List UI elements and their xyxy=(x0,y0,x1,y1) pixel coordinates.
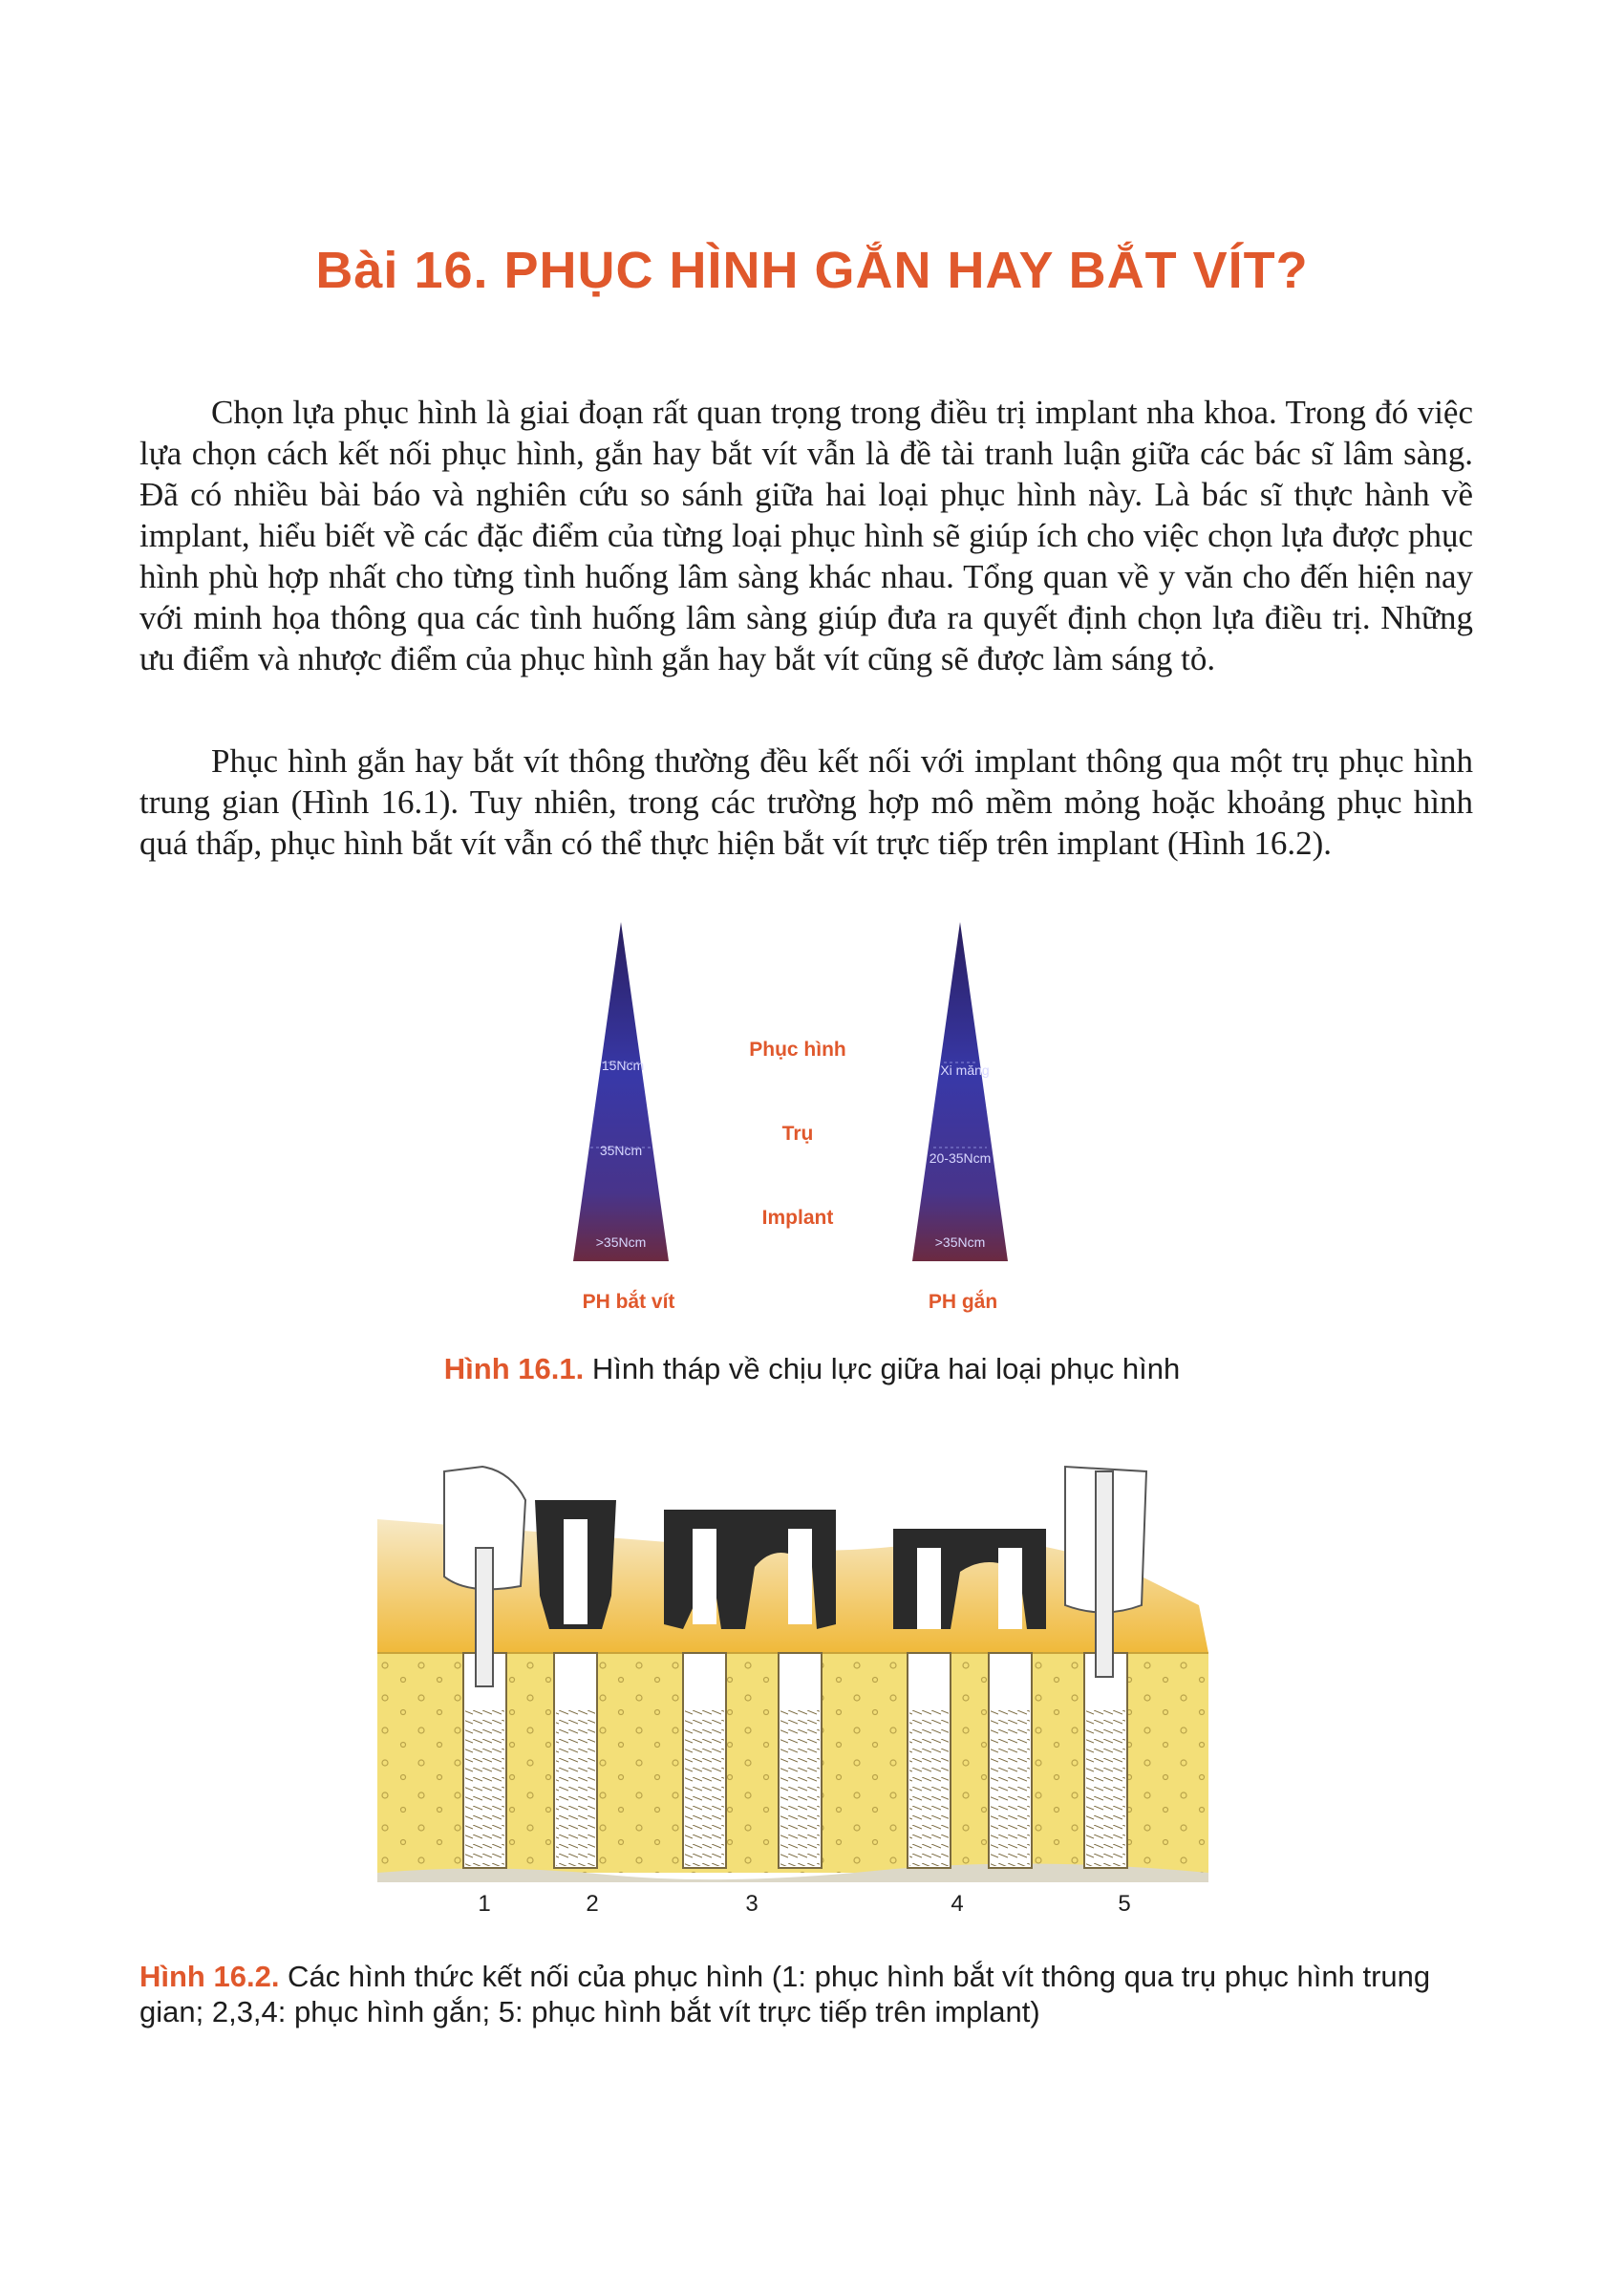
paragraph-connection: Phục hình gắn hay bắt vít thông thường đều kết nối với implant thông qua một trụ phục hình trung gian (Hình 16.1). Tuy nhiên, trong các trường hợp mô mềm mỏng hoặc khoảng phục hình quá thấp, phục hình bắt vít vẫn có thể thực hiện bắt vít trực tiếp trên implant (Hình 16.2). xyxy=(139,742,1473,862)
fig2-number-2: 2 xyxy=(586,1891,599,1917)
figure2-caption xyxy=(139,1959,1477,2029)
center-label-prosthesis: Phục hình xyxy=(749,1039,846,1061)
left-pyramid-caption: PH bắt vít xyxy=(582,1291,675,1313)
figure1-caption-label: Hình 16.1. xyxy=(443,1352,585,1385)
right-pyramid-label-3: >35Ncm xyxy=(934,1234,986,1250)
fig2-number-1: 1 xyxy=(478,1891,491,1917)
left-pyramid-label-2: 35Ncm xyxy=(599,1143,643,1158)
page-title: Bài 16. PHỤC HÌNH GẮN HAY BẮT VÍT? xyxy=(315,242,1309,299)
left-pyramid-label-1: 15Ncm xyxy=(601,1058,645,1073)
figure-pyramids xyxy=(573,922,1051,1323)
cement-pyramid xyxy=(912,922,1008,1261)
figure2-caption-label: Hình 16.2. xyxy=(139,1960,280,1993)
figure2-caption-text: Các hình thức kết nối của phục hình (1: phục hình bắt vít thông qua trụ phục hình trung gian; 2,3,4: phục hình gắn; 5: phục hình bắt vít trực tiếp trên implant) xyxy=(139,1960,1431,2028)
fig2-number-4: 4 xyxy=(951,1891,964,1917)
figure-implant-connections xyxy=(377,1462,1247,1920)
right-pyramid-label-1: Xi măng xyxy=(940,1062,990,1078)
paragraph-intro: Chọn lựa phục hình là giai đoạn rất quan trọng trong điều trị implant nha khoa. Trong đó việc lựa chọn cách kết nối phục hình, gắn hay bắt vít vẫn là đề tài tranh luận giữa các bác sĩ lâm sàng. Đã có nhiều bài báo và nghiên cứu so sánh giữa hai loại phục hình này. Là bác sĩ thực hành về implant, hiểu biết về các đặc điểm của từng loại phục hình sẽ giúp ích cho việc chọn lựa được phục hình phù hợp nhất cho từng tình huống lâm sàng khác nhau. Tổng quan về y văn cho đến hiện nay với minh họa thông qua các tình huống lâm sàng giúp đưa ra quyết định chọn lựa điều trị. Những ưu điểm và nhược điểm của phục hình gắn hay bắt vít cũng sẽ được làm sáng tỏ. xyxy=(139,394,1473,677)
fig2-number-3: 3 xyxy=(745,1891,759,1917)
figure1-caption xyxy=(0,1351,1624,1386)
fig2-number-5: 5 xyxy=(1118,1891,1131,1917)
left-pyramid-label-3: >35Ncm xyxy=(595,1234,647,1250)
screw-pyramid xyxy=(573,922,669,1261)
figure1-caption-text: Hình tháp về chịu lực giữa hai loại phục hình xyxy=(584,1352,1181,1385)
right-pyramid-caption: PH gắn xyxy=(928,1291,998,1313)
center-label-abutment: Trụ xyxy=(781,1123,814,1145)
right-pyramid-label-2: 20-35Ncm xyxy=(929,1150,992,1166)
center-label-implant: Implant xyxy=(761,1207,834,1229)
